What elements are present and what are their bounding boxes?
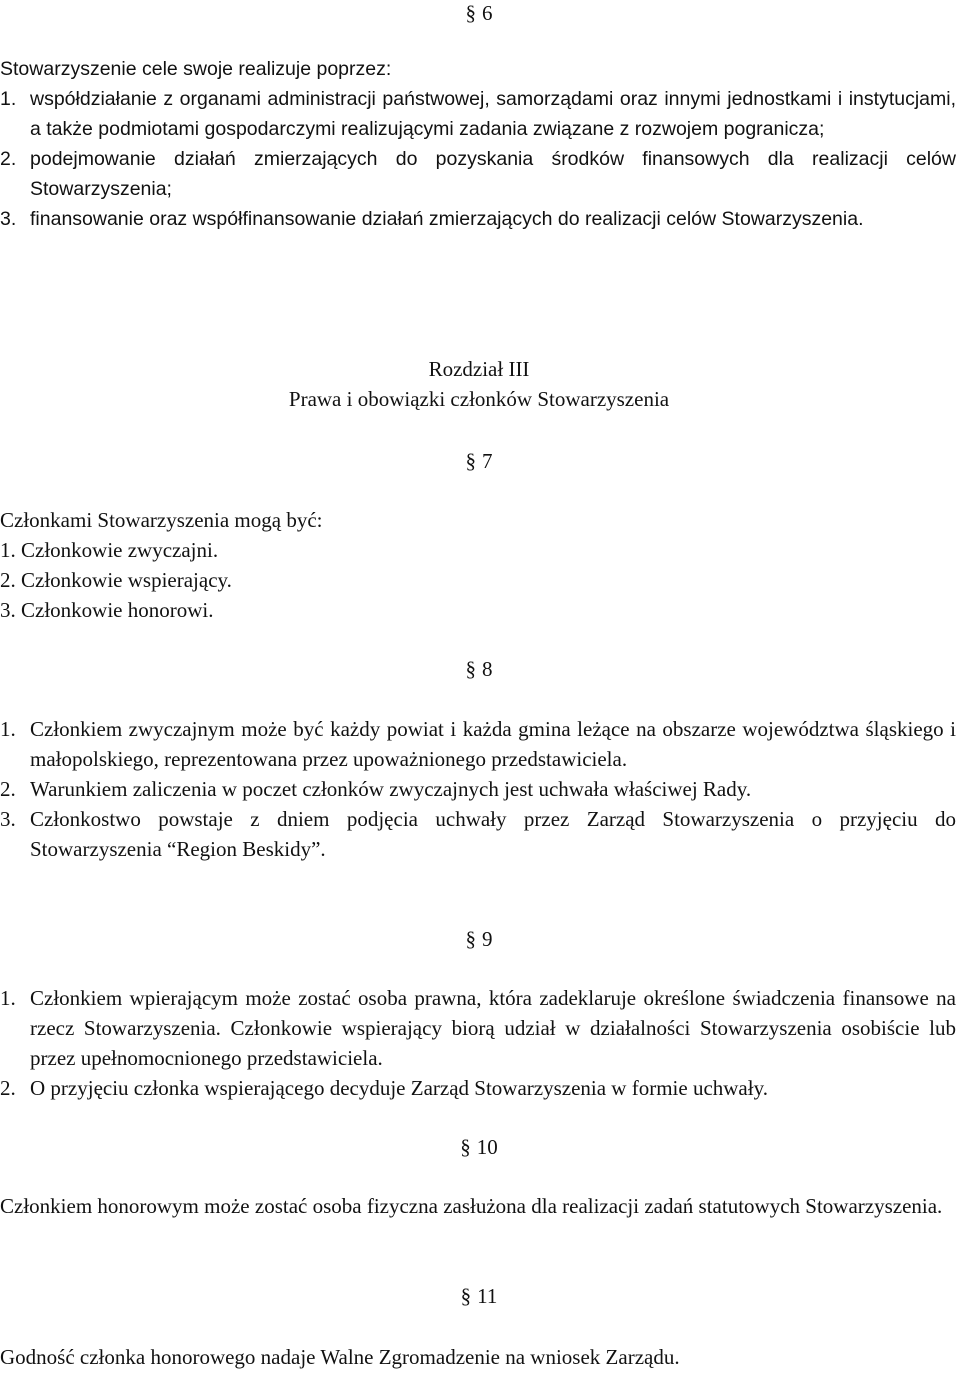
section-number: 8 — [482, 657, 493, 681]
section-number: 9 — [482, 927, 493, 951]
paragraph-9 — [0, 983, 956, 1103]
list-item — [0, 1073, 956, 1103]
section-symbol: § — [465, 927, 476, 951]
list-text: Członkowie honorowi. — [21, 598, 214, 622]
list-text: O przyjęciu członka wspierającego decyduje Zarząd Stowarzyszenia w formie uchwały. — [30, 1076, 768, 1100]
list-number: 2. — [0, 148, 17, 170]
section-number: 10 — [476, 1135, 498, 1159]
section-heading-6 — [0, 0, 958, 28]
section-heading-10 — [0, 1132, 958, 1162]
list-number: 3. — [0, 208, 17, 230]
chapter-title: Prawa i obowiązki członków Stowarzyszenia — [288, 387, 670, 411]
paragraph-6 — [0, 54, 956, 234]
list-item — [0, 804, 956, 864]
section-symbol: § — [465, 657, 476, 681]
list-text: podejmowanie działań zmierzających do pozyskania środków finansowych dla realizacji celów Stowarzyszenia; — [30, 148, 956, 200]
list-number: 1. — [0, 717, 16, 741]
paragraph-text: Członkiem honorowym może zostać osoba fizyczna zasłużona dla realizacji zadań statutowych Stowarzyszenia. — [0, 1194, 943, 1218]
list-text: Członkostwo powstaje z dniem podjęcia uchwały przez Zarząd Stowarzyszenia o przyjęciu do Stowarzyszenia “Region Beskidy”. — [30, 807, 956, 861]
chapter-label: Rozdział III — [428, 357, 530, 381]
section-heading-7 — [0, 446, 958, 476]
paragraph-intro: Stowarzyszenie cele swoje realizuje poprzez: — [0, 58, 392, 80]
list-item — [0, 983, 956, 1073]
list-text: Członkiem wpierającym może zostać osoba prawna, która zadeklaruje określone świadczenia finansowe na rzecz Stowarzyszenia. Członkowie wspierający biorą udział w działalności Stowarzyszenia osobiście lub przez upełnomocnionego przedstawiciela. — [30, 986, 956, 1070]
section-symbol: § — [465, 1, 476, 25]
paragraph-text: Godność członka honorowego nadaje Walne Zgromadzenie na wniosek Zarządu. — [0, 1345, 680, 1369]
list-text: Członkowie zwyczajni. — [21, 538, 219, 562]
list-number: 1. — [0, 538, 16, 562]
list-text: współdziałanie z organami administracji państwowej, samorządami oraz innymi jednostkami i instytucjami, a także podmiotami gospodarczymi realizującymi zadania związane z rozwojem pogranicza; — [30, 88, 956, 140]
paragraph-7 — [0, 505, 600, 625]
list-item — [0, 774, 956, 804]
list-text: Warunkiem zaliczenia w poczet członków zwyczajnych jest uchwała właściwej Rady. — [30, 777, 752, 801]
list-item — [0, 204, 956, 234]
section-symbol: § — [460, 1135, 471, 1159]
list-item — [0, 565, 600, 595]
section-symbol: § — [465, 449, 476, 473]
paragraph-intro: Członkami Stowarzyszenia mogą być: — [0, 508, 323, 532]
section-number: 7 — [482, 449, 493, 473]
list-number: 3. — [0, 598, 16, 622]
paragraph-8 — [0, 714, 956, 864]
list-item — [0, 714, 956, 774]
chapter-heading — [0, 354, 958, 414]
section-heading-8 — [0, 654, 958, 684]
list-number: 3. — [0, 807, 16, 831]
list-item — [0, 595, 600, 625]
list-number: 1. — [0, 88, 17, 110]
list-item — [0, 84, 956, 144]
list-item — [0, 535, 600, 565]
list-number: 2. — [0, 1076, 16, 1100]
paragraph-10 — [0, 1191, 956, 1221]
section-heading-9 — [0, 924, 958, 954]
list-number: 2. — [0, 568, 16, 592]
section-heading-11 — [0, 1281, 958, 1311]
list-number: 1. — [0, 986, 16, 1010]
list-text: finansowanie oraz współfinansowanie działań zmierzających do realizacji celów Stowarzyszenia. — [30, 208, 864, 230]
list-text: Członkiem zwyczajnym może być każdy powiat i każda gmina leżące na obszarze województwa śląskiego i małopolskiego, reprezentowana przez upoważnionego przedstawiciela. — [30, 717, 956, 771]
section-number: 11 — [477, 1284, 498, 1308]
list-item — [0, 144, 956, 204]
section-number: 6 — [482, 1, 493, 25]
list-number: 2. — [0, 777, 16, 801]
paragraph-11 — [0, 1342, 956, 1372]
section-symbol: § — [460, 1284, 472, 1308]
list-text: Członkowie wspierający. — [21, 568, 232, 592]
